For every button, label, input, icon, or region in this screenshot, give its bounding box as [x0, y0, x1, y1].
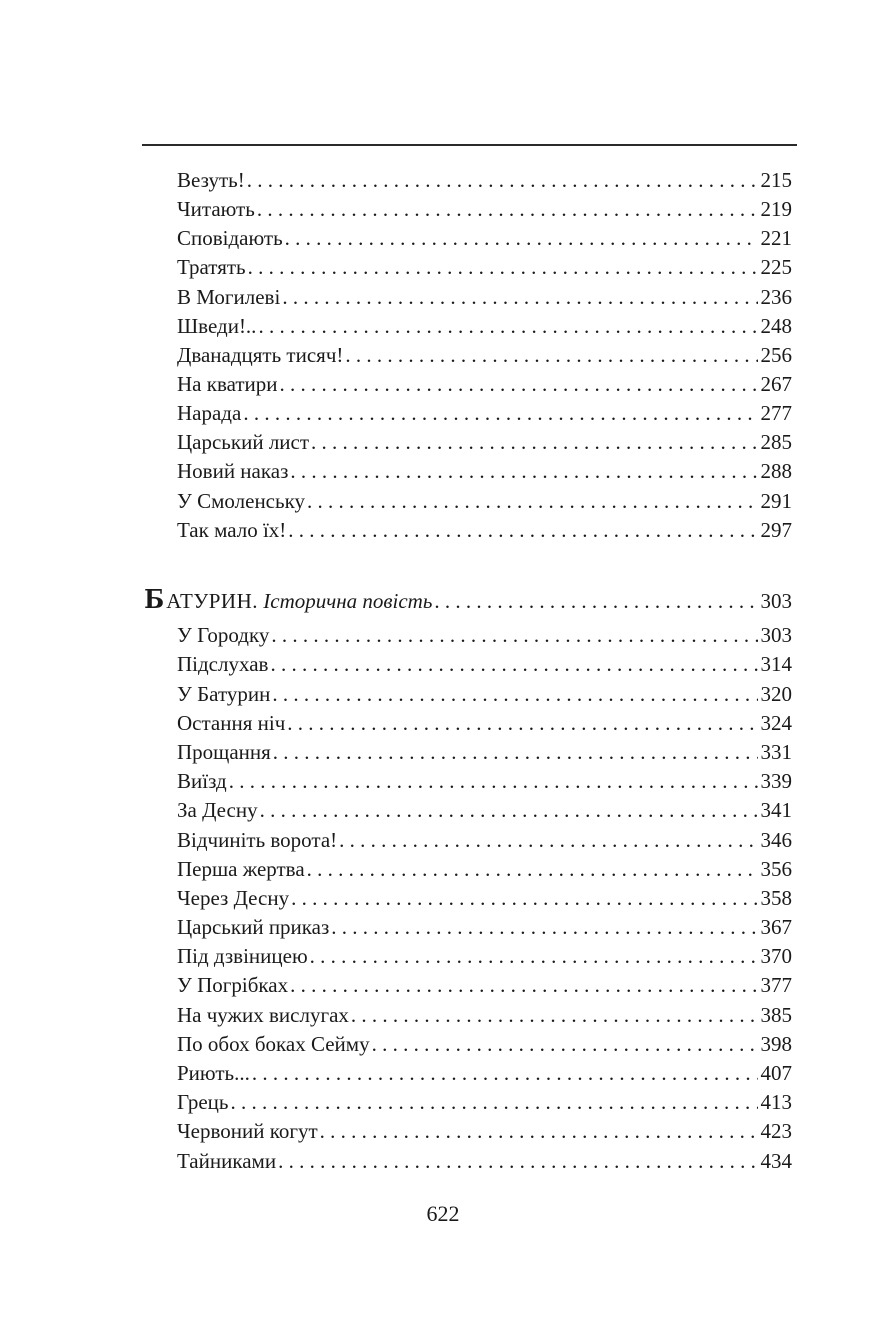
toc-entry	[177, 428, 792, 457]
entry-title: Везуть!	[177, 168, 245, 192]
entry-title: За Десну	[177, 798, 258, 822]
entry-page: 413	[760, 1090, 792, 1114]
dot-leader	[269, 621, 757, 650]
entry-page: 370	[760, 944, 792, 968]
page-number: 622	[426, 1201, 460, 1226]
toc-entry	[177, 709, 792, 738]
entry-title: По обох боках Сейму	[177, 1032, 370, 1056]
entry-page: 285	[760, 430, 792, 454]
entry-title: Риють...	[177, 1061, 250, 1085]
entry-title: У Батурин	[177, 682, 271, 706]
dot-leader	[343, 341, 757, 370]
toc-entry	[177, 1030, 792, 1059]
dot-leader	[246, 253, 758, 282]
dot-leader	[241, 399, 757, 428]
toc-entry	[177, 884, 792, 913]
entry-title: Царський приказ	[177, 915, 330, 939]
dot-leader	[271, 738, 758, 767]
entry-title: Під дзвіницею	[177, 944, 308, 968]
dot-leader	[288, 971, 757, 1000]
dot-leader	[305, 855, 758, 884]
entry-title: Грець	[177, 1090, 229, 1114]
dot-leader	[276, 1147, 757, 1176]
dot-leader	[278, 370, 758, 399]
dot-leader	[432, 587, 757, 615]
entry-page: 297	[760, 518, 792, 542]
toc-entry	[177, 913, 792, 942]
toc-entry	[177, 971, 792, 1000]
toc-entry	[177, 650, 792, 679]
dot-leader	[227, 767, 758, 796]
entry-page: 236	[760, 285, 792, 309]
entry-page: 303	[760, 623, 792, 647]
entry-title: У Погрібках	[177, 973, 289, 997]
entry-page: 407	[760, 1061, 792, 1085]
dot-leader	[329, 913, 757, 942]
dot-leader	[370, 1030, 758, 1059]
entry-page: 248	[760, 314, 792, 338]
entry-page: 219	[760, 197, 792, 221]
entry-page: 267	[760, 372, 792, 396]
dot-leader	[349, 1001, 758, 1030]
entry-title: Перша жертва	[177, 857, 305, 881]
entry-title: У Городку	[177, 623, 270, 647]
toc-entry	[177, 1117, 792, 1146]
entry-title: Нарада	[177, 401, 242, 425]
entry-title: Так мало їх!	[177, 518, 287, 542]
entry-page: 288	[760, 459, 792, 483]
entry-page: 221	[760, 226, 792, 250]
entry-title: На чужих вислугах	[177, 1003, 349, 1027]
section-heading	[143, 586, 792, 615]
dot-leader	[245, 166, 758, 195]
dot-leader	[250, 1059, 758, 1088]
entry-page: 314	[760, 652, 792, 676]
entry-title: Тайниками	[177, 1149, 277, 1173]
heading-caps: АТУРИН.	[166, 589, 258, 613]
heading-title	[143, 586, 432, 615]
entry-title: У Смоленську	[177, 489, 305, 513]
entry-page: 385	[760, 1003, 792, 1027]
entry-page: 423	[760, 1119, 792, 1143]
entry-title: Через Десну	[177, 886, 290, 910]
entry-title: Прощання	[177, 740, 271, 764]
toc-entry	[177, 341, 792, 370]
dot-leader	[337, 826, 757, 855]
dot-leader	[318, 1117, 758, 1146]
entry-page: 377	[760, 973, 792, 997]
dot-leader	[309, 428, 757, 457]
dot-leader	[286, 516, 757, 545]
toc-entry	[177, 399, 792, 428]
entry-title: Сповідають	[177, 226, 283, 250]
dot-leader	[289, 884, 757, 913]
entry-title: Читають	[177, 197, 255, 221]
dot-leader	[228, 1088, 757, 1117]
dot-leader	[270, 680, 757, 709]
entry-title: Новий наказ	[177, 459, 289, 483]
entry-page: 398	[760, 1032, 792, 1056]
entry-title: Дванадцять тисяч!	[177, 343, 344, 367]
decorative-initial: Б	[144, 586, 165, 615]
toc-entry	[177, 621, 792, 650]
heading-page: 303	[760, 589, 792, 613]
toc-entry	[177, 224, 792, 253]
toc-entry	[177, 370, 792, 399]
toc-entry	[177, 166, 792, 195]
dot-leader	[256, 312, 757, 341]
toc-entry	[177, 1088, 792, 1117]
toc-entry	[177, 680, 792, 709]
entry-title: Остання ніч	[177, 711, 286, 735]
toc-entry	[177, 942, 792, 971]
heading-subtitle: Історична повість	[263, 589, 433, 613]
entry-title: Царський лист	[177, 430, 310, 454]
entry-title: На кватири	[177, 372, 278, 396]
entry-title: Підслухав	[177, 652, 269, 676]
dot-leader	[305, 487, 758, 516]
entry-page: 346	[760, 828, 792, 852]
toc-entry	[177, 826, 792, 855]
dot-leader	[285, 709, 757, 738]
entry-page: 225	[760, 255, 792, 279]
entry-page: 324	[760, 711, 792, 735]
entry-page: 215	[760, 168, 792, 192]
toc-entry	[177, 1147, 792, 1176]
toc-entry	[177, 738, 792, 767]
entry-page: 356	[760, 857, 792, 881]
entry-title: В Могилеві	[177, 285, 281, 309]
entry-title: Тратять	[177, 255, 246, 279]
entry-page: 434	[760, 1149, 792, 1173]
dot-leader	[283, 224, 758, 253]
toc-entry	[177, 1001, 792, 1030]
entry-page: 367	[760, 915, 792, 939]
entry-title: Червоний когут	[177, 1119, 318, 1143]
dot-leader	[258, 796, 758, 825]
dot-leader	[288, 457, 757, 486]
entry-page: 358	[760, 886, 792, 910]
toc-entry	[177, 457, 792, 486]
entry-page: 256	[760, 343, 792, 367]
header-rule	[142, 144, 797, 146]
entry-page: 341	[760, 798, 792, 822]
dot-leader	[268, 650, 757, 679]
toc-entry	[177, 767, 792, 796]
dot-leader	[255, 195, 758, 224]
toc-entry	[177, 796, 792, 825]
dot-leader	[308, 942, 758, 971]
entry-page: 331	[760, 740, 792, 764]
toc-entry	[177, 855, 792, 884]
toc-entry	[177, 487, 792, 516]
entry-page: 320	[760, 682, 792, 706]
entry-title: Шведи!..	[177, 314, 257, 338]
toc-entry	[177, 253, 792, 282]
toc-entry	[177, 283, 792, 312]
toc-entry	[177, 312, 792, 341]
entry-page: 291	[760, 489, 792, 513]
toc-entry	[177, 516, 792, 545]
entry-title: Виїзд	[177, 769, 227, 793]
dot-leader	[280, 283, 757, 312]
entry-page: 339	[760, 769, 792, 793]
entry-page: 277	[760, 401, 792, 425]
toc-entry	[177, 1059, 792, 1088]
entry-title: Відчиніть ворота!	[177, 828, 338, 852]
toc-entry	[177, 195, 792, 224]
